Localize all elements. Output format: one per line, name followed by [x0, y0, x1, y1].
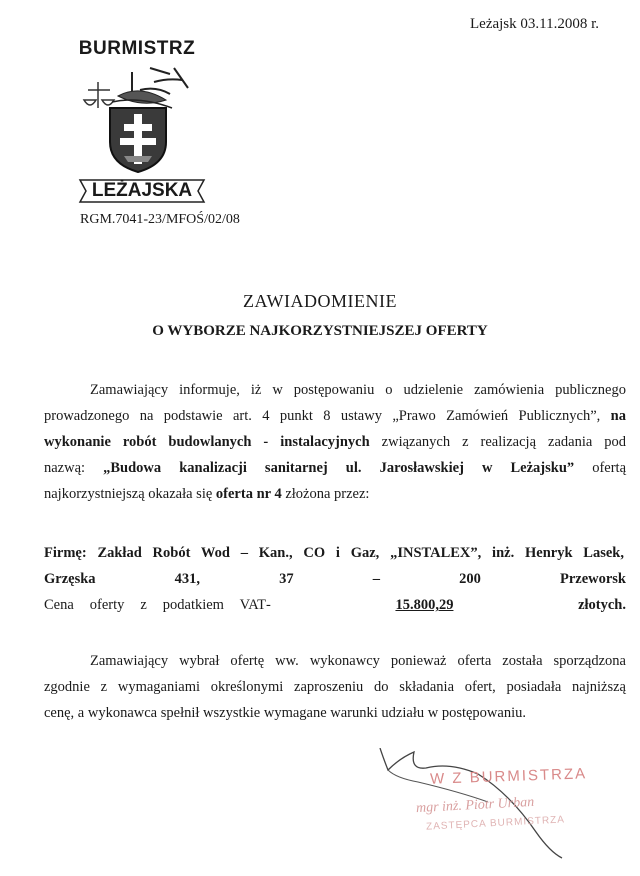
stamp-role: ZASTĘPCA BURMISTRZA: [425, 814, 566, 833]
paragraph-line: [44, 481, 626, 507]
coat-of-arms-icon: [70, 38, 220, 178]
price-value: 15.800,29: [395, 597, 454, 613]
reference-number: RGM.7041-23/MFOŚ/02/08: [80, 212, 240, 227]
price-row: [44, 592, 626, 618]
text-segment: związanych z realizacją zadania pod: [381, 434, 627, 450]
stamp-name: mgr inż. Piotr Urban: [415, 794, 535, 817]
text-segment: prowadzonego na podstawie art. 4 punkt 8 ustawy „Prawo Zamówień Publicznych”,: [44, 408, 601, 424]
document-title: ZAWIADOMIENIE: [242, 291, 397, 311]
price-label: Cena oferty z podatkiem VAT: [44, 597, 266, 613]
price-unit: złotych.: [453, 597, 626, 613]
text-segment: Zamawiający informuje, iż w postępowaniu o udzielenie zamówienia publicznego: [90, 382, 626, 398]
winning-firm-block: [44, 540, 626, 618]
text-segment: najkorzystniejszą okazała się: [44, 486, 213, 502]
text-segment: nazwą:: [44, 460, 86, 476]
paragraph-line: [44, 377, 626, 403]
text-segment: złożona przez:: [285, 486, 370, 502]
emblem-banner: [78, 176, 206, 206]
official-stamp: [370, 748, 640, 876]
municipal-emblem: [70, 38, 220, 206]
text-segment-bold: wykonanie robót budowlanych - instalacyjnych: [44, 434, 370, 450]
document-subtitle: O WYBORZE NAJKORZYSTNIEJSZEJ OFERTY: [152, 323, 488, 339]
paragraph-line: [44, 429, 626, 455]
offer-number: oferta nr 4: [215, 486, 282, 502]
firm-name: Firmę: Zakład Robót Wod – Kan., CO i Gaz, „INSTALEX”, inż. Henryk Lasek,: [44, 545, 624, 561]
paragraph-line: [44, 403, 626, 429]
paragraph-line: zgodnie z wymaganiami określonymi zaproszeniu do składania ofert, posiadała najniższą: [44, 679, 626, 695]
stamp-title: W Z BURMISTRZA: [429, 765, 588, 788]
paragraph-line: cenę, a wykonawca spełnił wszystkie wymagane warunki udziału w postępowaniu.: [44, 705, 526, 721]
text-segment: ofertą: [592, 460, 627, 476]
paragraph-line: Zamawiający wybrał ofertę ww. wykonawcy ponieważ oferta została sporządzona: [90, 653, 626, 669]
paragraph-justification: [44, 648, 626, 726]
emblem-bottom-text: LEŻAJSKA: [91, 180, 193, 201]
project-name: „Budowa kanalizacji sanitarnej ul. Jarosławskiej w Leżajsku”: [103, 460, 575, 476]
text-segment-bold: na: [610, 408, 626, 424]
paragraph-announcement: [44, 377, 626, 507]
document-date: Leżajsk 03.11.2008 r.: [470, 16, 600, 32]
firm-address: Grzęska 431, 37 – 200 Przeworsk: [44, 571, 626, 587]
price-dash: -: [266, 597, 396, 613]
paragraph-line: [44, 455, 626, 481]
emblem-top-text: BURMISTRZ: [78, 38, 196, 59]
